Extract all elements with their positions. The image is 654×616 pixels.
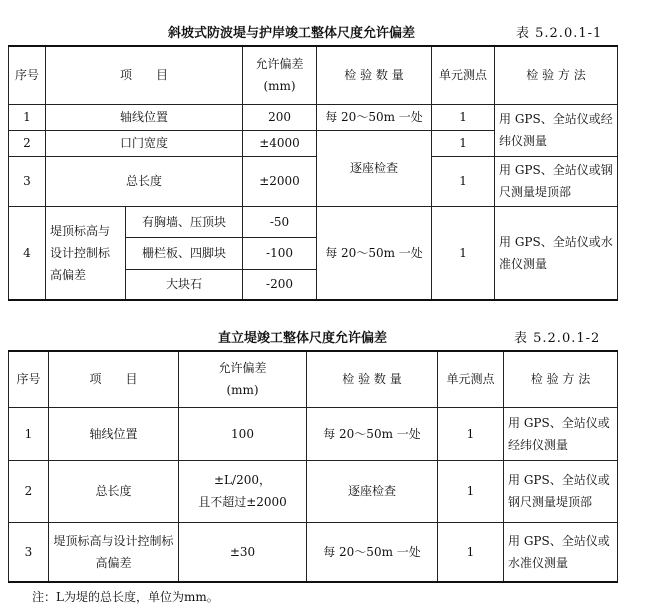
cell-tolerance-line1: ±L/200，	[214, 473, 271, 487]
cell-seq: 4	[9, 206, 46, 300]
header-method: 检 验 方 法	[504, 351, 618, 407]
header-seq: 序号	[9, 351, 49, 407]
header-item: 项 目	[49, 351, 179, 407]
cell-item: 口门宽度	[46, 130, 243, 156]
cell-points: 1	[438, 522, 504, 582]
cell-subitem: 大块石	[126, 269, 243, 300]
header-method: 检 验 方 法	[495, 46, 618, 104]
header-unit-points: 单元测点	[432, 46, 495, 104]
table1	[8, 45, 618, 301]
cell-item: 堤顶标高与设计控制标高偏差	[46, 206, 126, 300]
cell-method: 用 GPS、全站仪或水准仪测量	[495, 206, 618, 300]
cell-qty: 逐座检查	[307, 460, 438, 522]
cell-tolerance: 200	[243, 104, 317, 130]
header-inspection-qty: 检 验 数 量	[317, 46, 432, 104]
cell-seq: 2	[9, 460, 49, 522]
cell-tolerance: ±30	[179, 522, 307, 582]
table-row	[9, 104, 618, 130]
cell-method: 用 GPS、全站仪或钢尺测量堤顶部	[504, 460, 618, 522]
table-row	[9, 206, 618, 237]
cell-seq: 3	[9, 156, 46, 206]
table2-header-row	[9, 351, 618, 407]
cell-points: 1	[432, 104, 495, 130]
cell-qty: 逐座检查	[317, 130, 432, 206]
cell-item: 轴线位置	[49, 407, 179, 460]
header-tolerance-label: 允许偏差	[255, 57, 304, 72]
table2	[8, 350, 618, 583]
cell-points: 1	[432, 156, 495, 206]
header-unit-points: 单元测点	[438, 351, 504, 407]
table2-number: 表 5.2.0.1-2	[514, 331, 601, 346]
header-tolerance-unit: (mm)	[226, 383, 259, 398]
table-row	[9, 460, 618, 522]
header-tolerance-unit: (mm)	[263, 79, 296, 94]
table-row	[9, 522, 618, 582]
cell-subitem: 栅栏板、四脚块	[126, 237, 243, 269]
cell-points: 1	[438, 407, 504, 460]
cell-tolerance: -200	[243, 269, 317, 300]
header-inspection-qty: 检 验 数 量	[307, 351, 438, 407]
footnote: 注：L为堤的总长度，单位为mm。	[32, 590, 219, 604]
cell-seq: 3	[9, 522, 49, 582]
header-item: 项 目	[46, 46, 243, 104]
cell-qty: 每 20～50m 一处	[317, 104, 432, 130]
table1-title: 斜坡式防波堤与护岸竣工整体尺度允许偏差	[168, 26, 416, 41]
cell-method: 用 GPS、全站仪或钢尺测量堤顶部	[495, 156, 618, 206]
cell-item: 堤顶标高与设计控制标高偏差	[49, 522, 179, 582]
table1-header-row	[9, 46, 618, 104]
cell-method: 用 GPS、全站仪或经纬仪测量	[504, 407, 618, 460]
cell-qty: 每 20～50m 一处	[317, 206, 432, 300]
cell-tolerance: -100	[243, 237, 317, 269]
cell-subitem: 有胸墙、压顶块	[126, 206, 243, 237]
table-row	[9, 156, 618, 206]
cell-method: 用 GPS、全站仪或经纬仪测量	[495, 104, 618, 156]
cell-points: 1	[438, 460, 504, 522]
cell-qty: 每 20～50m 一处	[307, 407, 438, 460]
cell-tolerance: ±2000	[243, 156, 317, 206]
header-tolerance	[243, 46, 317, 104]
cell-tolerance-line2: 且不超过±2000	[198, 495, 287, 509]
cell-seq: 2	[9, 130, 46, 156]
cell-item: 总长度	[49, 460, 179, 522]
cell-seq: 1	[9, 104, 46, 130]
header-tolerance-label: 允许偏差	[218, 361, 267, 376]
cell-method: 用 GPS、全站仪或水准仪测量	[504, 522, 618, 582]
cell-tolerance: 100	[179, 407, 307, 460]
cell-points: 1	[432, 206, 495, 300]
cell-item: 总长度	[46, 156, 243, 206]
table1-number: 表 5.2.0.1-1	[516, 26, 603, 41]
cell-qty: 每 20～50m 一处	[307, 522, 438, 582]
header-tolerance	[179, 351, 307, 407]
cell-points: 1	[432, 130, 495, 156]
cell-seq: 1	[9, 407, 49, 460]
table-row	[9, 407, 618, 460]
cell-item: 轴线位置	[46, 104, 243, 130]
cell-tolerance: -50	[243, 206, 317, 237]
header-seq: 序号	[9, 46, 46, 104]
cell-tolerance	[179, 460, 307, 522]
cell-tolerance: ±4000	[243, 130, 317, 156]
table2-title: 直立堤竣工整体尺度允许偏差	[218, 331, 388, 346]
